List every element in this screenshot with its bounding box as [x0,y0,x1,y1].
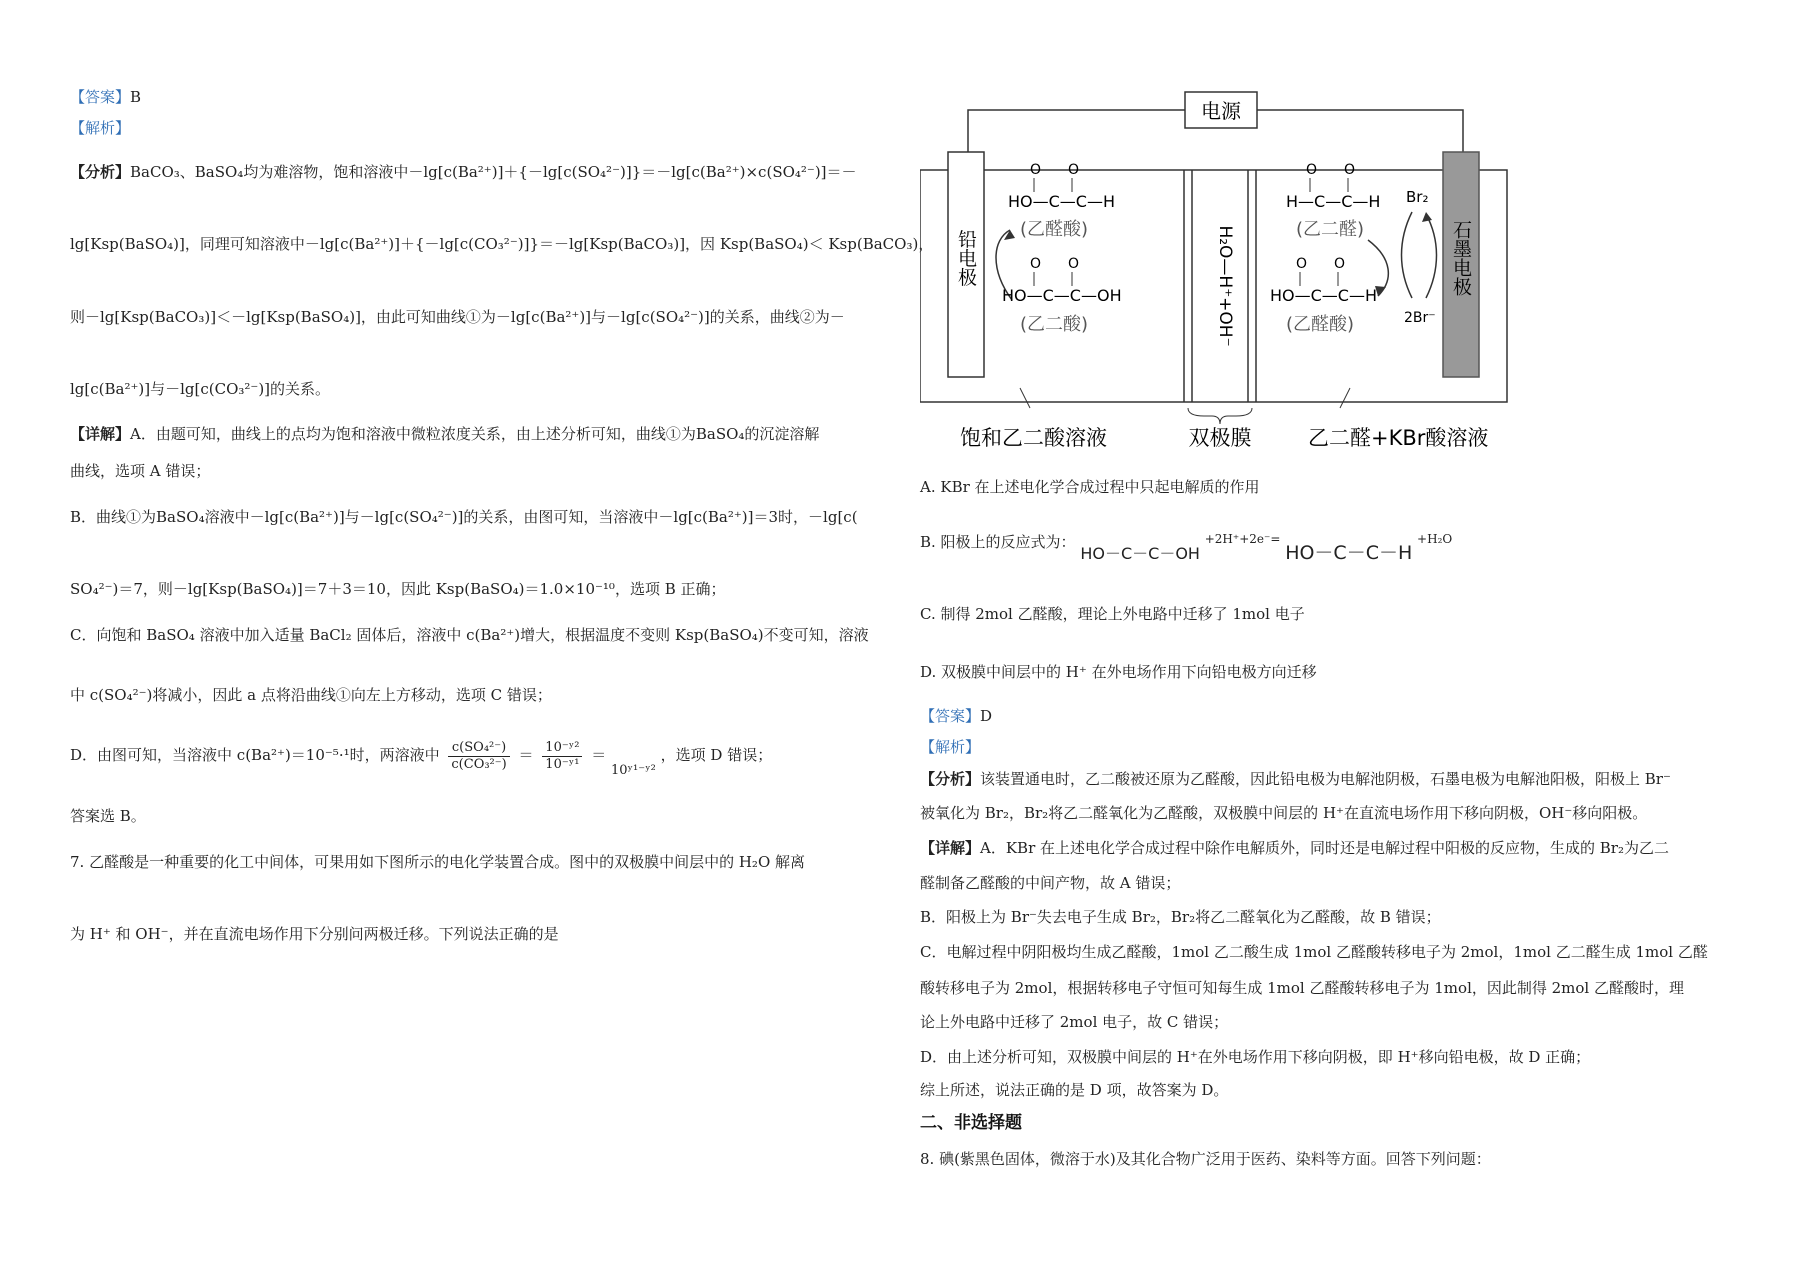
equals-sign-1: ＝ [518,746,534,765]
fenxi-line-3: 则－lg[Ksp(BaCO₃)]＜－lg[Ksp(BaSO₄)]，由此可知曲线①为－lg[c(Ba²⁺)]与－lg[c(SO₄²⁻)]的关系，曲线②为－ [70,308,845,326]
membrane-reaction: H₂O—H⁺+OH⁻ [1215,225,1235,347]
detail-d-line [70,740,773,779]
fraction-concentration-numerator: c(SO₄²⁻) [448,740,509,757]
option-b-suffix: +H₂O [1417,532,1453,546]
fenxi-label-right: 【分析】 [920,770,981,788]
detail-right-d: D．由上述分析可知，双极膜中间层的 H⁺在外电场作用下移向阴极，即 H⁺移向铅电极，故 D 正确； [920,1048,1591,1066]
membrane-brace [1188,408,1252,424]
lead-electrode-label: 铅电极 [955,229,977,287]
wire-right [1257,110,1463,152]
answer-value-right: D [980,707,993,725]
glyoxylic-acid-name-right: (乙醛酸) [1286,314,1355,335]
wire-left [968,110,1185,152]
o-atom-7: O [1296,256,1308,272]
bromine-arrowhead [1422,212,1432,222]
detail-a-text-1: A．由题可知，曲线上的点均为饱和溶液中微粒浓度关系，由上述分析可知，曲线①为BaSO₄的沉淀溶解 [130,425,820,443]
answer-label-right: 【答案】 [920,707,981,725]
glyoxylic-acid-structure-right: HO—C—C—H [1270,286,1377,305]
detail-c-line-2: 中 c(SO₄²⁻)将减小，因此 a 点将沿曲线①向左上方移动，选项 C 错误； [70,686,552,704]
fenxi-right-line-1 [920,770,1671,788]
option-b-prefix: B. 阳极上的反应式为： [920,533,1076,551]
fenxi-right-text-1: 该装置通电时，乙二酸被还原为乙醛酸，因此铅电极为电解池阴极，石墨电极为电解池阳极，阳极上 Br⁻ [980,770,1671,788]
o-atom-3: O [1030,256,1042,272]
right-label-pointer [1340,388,1350,408]
fenxi-line-4: lg[c(Ba²⁺)]与－lg[c(CO₃²⁻)]的关系。 [70,380,331,398]
option-c: C. 制得 2mol 乙醛酸，理论上外电路中迁移了 1mol 电子 [920,605,1305,623]
o-atom-2: O [1068,162,1080,178]
equals-sign-2: ＝ [591,746,607,765]
bromine-label: Br₂ [1406,188,1429,206]
fenxi-line-1 [70,163,857,181]
o-atom-8: O [1334,256,1346,272]
detail-label-right: 【详解】 [920,839,981,857]
oxalic-acid-formula: HO－C－C－OH [1080,544,1200,563]
detail-d-prefix: D．由图可知，当溶液中 c(Ba²⁺)＝10⁻⁵·¹时，两溶液中 [70,746,440,765]
section-heading: 二、非选择题 [920,1113,1022,1133]
fraction-power [542,740,582,772]
question-7-line-1: 7. 乙醛酸是一种重要的化工中间体，可果用如下图所示的电化学装置合成。图中的双极膜中间层中的 H₂O 解离 [70,853,806,871]
fenxi-text-1: BaCO₃、BaSO₄均为难溶物，饱和溶液中－lg[c(Ba²⁺)]＋{－lg[c(SO₄²⁻)]}＝－lg[c(Ba²⁺)×c(SO₄²⁻)]＝－ [130,163,857,181]
left-solution-label: 饱和乙二酸溶液 [960,426,1107,450]
power-result: 10ʸ¹⁻ʸ² [611,763,656,779]
reduction-arrowhead [1004,230,1015,240]
electrolysis-diagram [920,90,1520,460]
o-atom-4: O [1068,256,1080,272]
fraction-concentration [448,740,509,772]
o-atom-1: O [1030,162,1042,178]
analysis-label-right: 【解析】 [920,738,981,756]
fraction-power-numerator: 10⁻ʸ² [542,740,582,757]
answer-label: 【答案】 [70,88,131,106]
detail-right-a-line-2: 醛制备乙醛酸的中间产物，故 A 错误； [920,874,1181,892]
graphite-electrode-label: 石墨电极 [1450,220,1472,296]
option-a: A. KBr 在上述电化学合成过程中只起电解质的作用 [920,478,1260,496]
membrane-label: 双极膜 [1188,426,1252,450]
glyoxylic-acid-name-left: (乙醛酸) [1020,219,1089,240]
o-atom-5: O [1306,162,1318,178]
summary: 综上所述，说法正确的是 D 项，故答案为 D。 [920,1081,1229,1099]
answer-line-right [920,707,992,725]
o-atom-6: O [1344,162,1356,178]
glyoxal-name: (乙二醛) [1296,219,1365,240]
fenxi-line-2: lg[Ksp(BaSO₄)]，同理可知溶液中－lg[c(Ba²⁺)]＋{－lg[c(CO₃²⁻)]}＝－lg[Ksp(BaCO₃)]，因 Ksp(BaSO₄)＜ Ksp(BaCO₃)， [70,235,934,253]
answer-value: B [130,88,142,106]
detail-right-c-line-2: 酸转移电子为 2mol，根据转移电子守恒可知每生成 1mol 乙醛酸转移电子为 1mol，因此制得 2mol 乙醛酸时，理 [920,979,1684,997]
fenxi-right-line-2: 被氧化为 Br₂，Br₂将乙二醛氧化为乙醛酸，双极膜中间层的 H⁺在直流电场作用下移向阴极，OH⁻移向阳极。 [920,804,1648,822]
detail-label: 【详解】 [70,425,131,443]
detail-right-c-line-1: C．电解过程中阴阳极均生成乙醛酸，1mol 乙二酸生成 1mol 乙醛酸转移电子为 2mol，1mol 乙二醛生成 1mol 乙醛 [920,943,1708,961]
option-b-middle: +2H⁺+2e⁻= [1204,532,1281,546]
glyoxylic-acid-formula: HO－C－C－H [1285,542,1413,564]
bromine-arrow-left [1402,212,1413,298]
fraction-concentration-denominator: c(CO₃²⁻) [451,756,507,772]
detail-c-line-1: C．向饱和 BaSO₄ 溶液中加入适量 BaCl₂ 固体后，溶液中 c(Ba²⁺)增大，根据温度不变则 Ksp(BaSO₄)不变可知，溶液 [70,626,869,644]
analysis-label: 【解析】 [70,119,131,137]
detail-d-suffix: ，选项 D 错误； [660,746,773,765]
bromine-arrow-right [1426,214,1437,298]
glyoxylic-acid-structure-left: HO—C—C—H [1008,192,1115,211]
detail-right-b: B．阳极上为 Br⁻失去电子生成 Br₂，Br₂将乙二醛氧化为乙醛酸，故 B 错误； [920,908,1441,926]
fenxi-label: 【分析】 [70,163,131,181]
detail-b-line-2: SO₄²⁻)＝7，则－lg[Ksp(BaSO₄)]＝7＋3＝10，因此 Ksp(BaSO₄)＝1.0×10⁻¹⁰，选项 B 正确； [70,580,726,598]
conclusion: 答案选 B。 [70,807,146,825]
right-solution-label: 乙二醛+KBr酸溶液 [1308,426,1489,450]
left-label-pointer [1020,388,1030,408]
detail-b-line-1: B．曲线①为BaSO₄溶液中－lg[c(Ba²⁺)]与－lg[c(SO₄²⁻)]的关系，由图可知，当溶液中－lg[c(Ba²⁺)]＝3时，－lg[c( [70,508,858,526]
answer-line [70,88,141,106]
question-7-line-2: 为 H⁺ 和 OH⁻，并在直流电场作用下分别问两极迁移。下列说法正确的是 [70,925,559,943]
detail-a-line-2: 曲线，选项 A 错误； [70,462,211,480]
fraction-power-denominator: 10⁻ʸ¹ [545,756,580,772]
detail-right-a-line-1 [920,839,1669,857]
oxalic-acid-name: (乙二酸) [1020,314,1089,335]
oxalic-acid-structure: HO—C—C—OH [1002,286,1122,305]
power-label: 电源 [1201,99,1241,123]
detail-right-c-line-3: 论上外电路中迁移了 2mol 电子，故 C 错误； [920,1013,1229,1031]
detail-right-a-text-1: A．KBr 在上述电化学合成过程中除作电解质外，同时还是电解过程中阳极的反应物，生成的 Br₂为乙二 [980,839,1669,857]
question-8: 8. 碘(紫黑色固体，微溶于水)及其化合物广泛用于医药、染料等方面。回答下列问题： [920,1150,1491,1168]
glyoxal-structure: H—C—C—H [1286,192,1381,211]
detail-a-line-1 [70,425,819,443]
option-d: D. 双极膜中间层中的 H⁺ 在外电场作用下向铅电极方向迁移 [920,663,1317,681]
option-b [920,530,1453,564]
bromide-label: 2Br⁻ [1404,310,1436,326]
